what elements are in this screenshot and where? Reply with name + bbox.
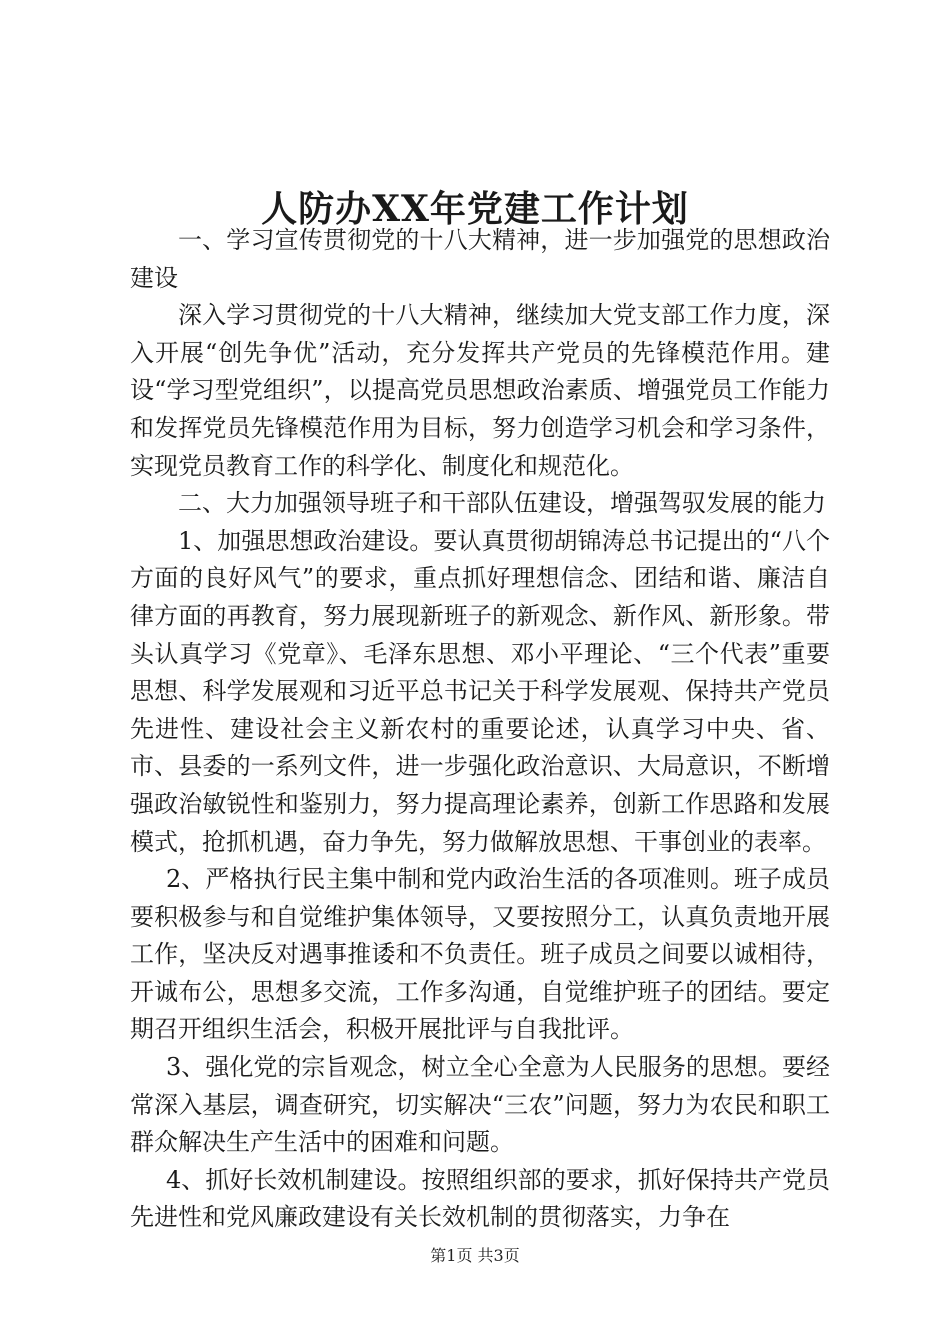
section-heading-1: 一、学习宣传贯彻党的十八大精神，进一步加强党的思想政治建设 — [130, 226, 830, 292]
document-body — [130, 222, 830, 1237]
body-paragraph-4: 3、强化党的宗旨观念，树立全心全意为人民服务的思想。要经常深入基层，调查研究，切实解决“三农”问题，努力为农民和职工群众解决生产生活中的困难和问题。 — [130, 1053, 830, 1157]
body-paragraph-3: 2、严格执行民主集中制和党内政治生活的各项准则。班子成员要积极参与和自觉维护集体领导，又要按照分工，认真负责地开展工作，坚决反对遇事推诿和不负责任。班子成员之间要以诚相待，开诚布公，思想多交流，工作多沟通，自觉维护班子的团结。要定期召开组织生活会，积极开展批评与自我批评。 — [130, 865, 830, 1044]
document-title: 人防办XX年党建工作计划 — [261, 188, 689, 230]
section-heading-2: 二、大力加强领导班子和干部队伍建设，增强驾驭发展的能力 — [178, 489, 826, 518]
body-paragraph-5: 4、抓好长效机制建设。按照组织部的要求，抓好保持共产党员先进性和党风廉政建设有关长效机制的贯彻落实，力争在 — [130, 1165, 830, 1232]
body-paragraph-1: 深入学习贯彻党的十八大精神，继续加大党支部工作力度，深入开展“创先争优”活动，充分发挥共产党员的先锋模范作用。建设“学习型党组织”，以提高党员思想政治素质、增强党员工作能力和发挥党员先锋模范作用为目标，努力创造学习机会和学习条件，实现党员教育工作的科学化、制度化和规范化。 — [130, 301, 830, 480]
body-paragraph-2: 1、加强思想政治建设。要认真贯彻胡锦涛总书记提出的“八个方面的良好风气”的要求，重点抓好理想信念、团结和谐、廉洁自律方面的再教育，努力展现新班子的新观念、新作风、新形象。带头认真学习《党章》、毛泽东思想、邓小平理论、“三个代表”重要思想、科学发展观和习近平总书记关于科学发展观、保持共产党员先进性、建设社会主义新农村的重要论述，认真学习中央、省、市、县委的一系列文件，进一步强化政治意识、大局意识，不断增强政治敏锐性和鉴别力，努力提高理论素养，创新工作思路和发展模式，抢抓机遇，奋力争先，努力做解放思想、干事创业的表率。 — [130, 526, 830, 856]
page-footer: 第1页 共3页 — [430, 1246, 520, 1265]
